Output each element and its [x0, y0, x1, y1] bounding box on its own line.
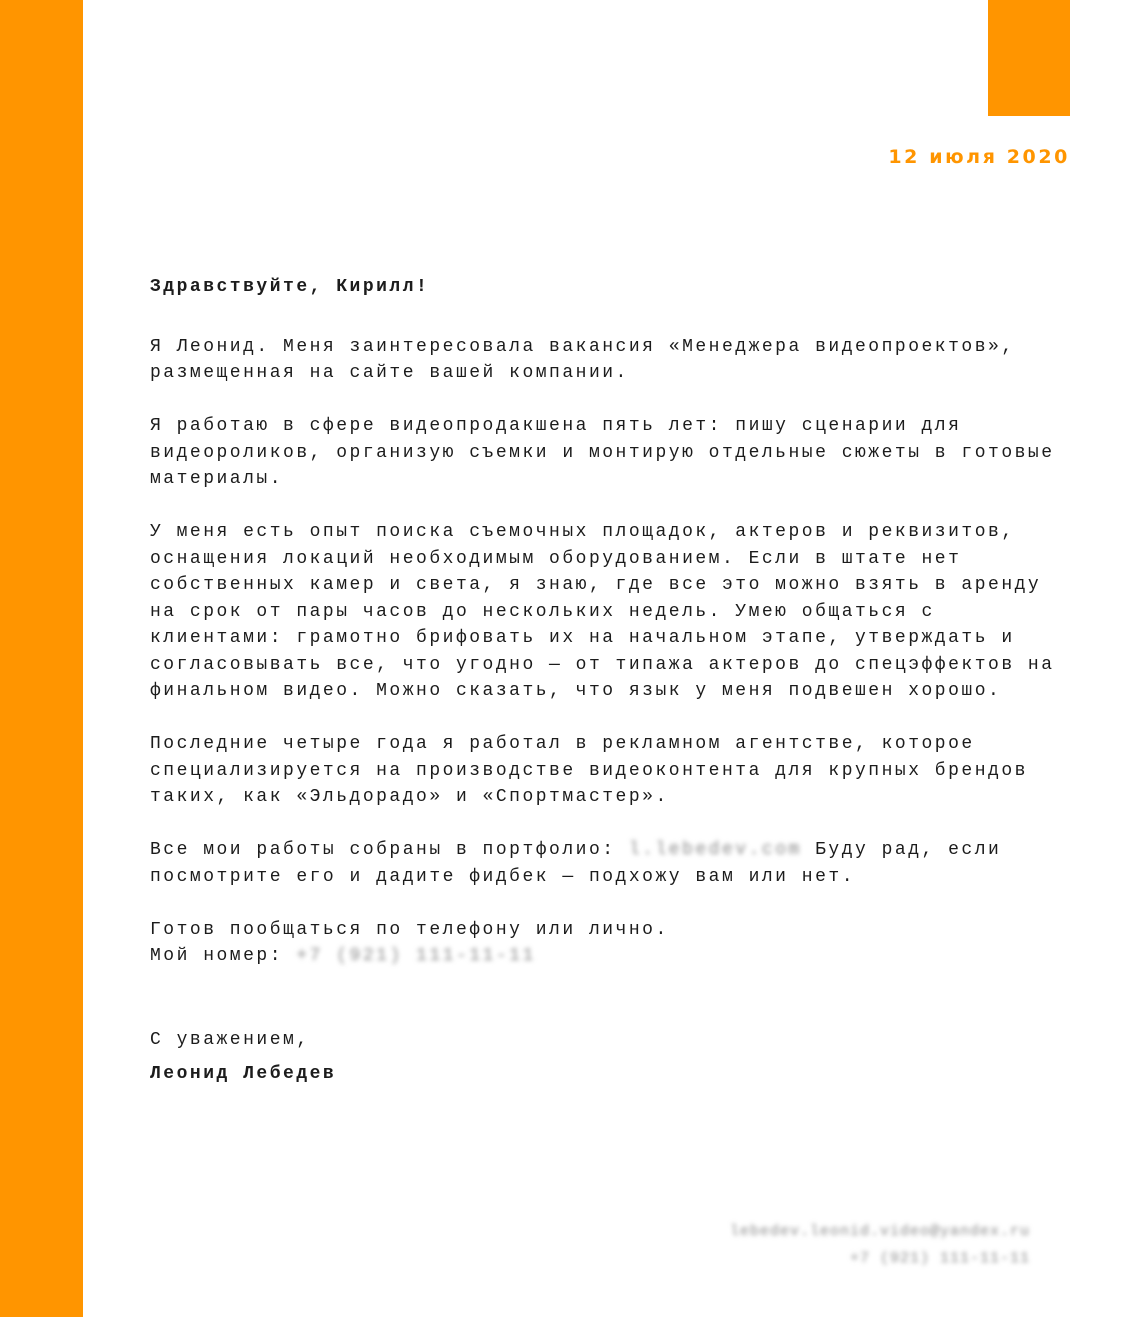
paragraph-line: У меня есть опыт поиска съемочных площадок, актеров и реквизитов,: [150, 522, 1015, 542]
footer-email-redacted: lebedev.leonid.video@yandex.ru: [729, 1223, 1030, 1240]
paragraph-agency: [150, 731, 1110, 811]
letter-date: 12 июля 2020: [888, 146, 1070, 168]
footer-phone-redacted: +7 (921) 111-11-11: [849, 1250, 1030, 1267]
greeting: Здравствуйте, Кирилл!: [150, 277, 430, 297]
paragraph-line: материалы.: [150, 469, 284, 489]
paragraph-line: оснащения локаций необходимым оборудованием. Если в штате нет: [150, 548, 962, 569]
signature: Леонид Лебедев: [150, 1063, 337, 1084]
paragraph-portfolio: [150, 837, 1110, 890]
paragraph-line: [150, 837, 1110, 864]
portfolio-link-redacted[interactable]: l.lebedev.com: [628, 840, 802, 860]
paragraph-line: Я Леонид. Меня заинтересовала вакансия «Менеджера видеопроектов»,: [150, 336, 1015, 357]
paragraph-line: размещенная на сайте вашей компании.: [150, 363, 629, 383]
top-accent-block: [988, 0, 1070, 116]
closing-regards: С уважением,: [150, 1029, 310, 1050]
footer-contacts: [730, 1218, 1030, 1272]
paragraph-line: специализируется на производстве видеоконтента для крупных брендов: [150, 760, 1028, 781]
paragraph-line: Я работаю в сфере видеопродакшена пять лет: пишу сценарии для: [150, 416, 962, 436]
paragraph-line: посмотрите его и дадите фидбек — подхожу вам или нет.: [150, 866, 855, 887]
paragraph-line: [150, 943, 1110, 970]
phone-label: Мой номер:: [150, 946, 297, 966]
paragraph-line: финальном видео. Можно сказать, что язык у меня подвешен хорошо.: [150, 681, 1002, 701]
paragraph-line: видеороликов, организую съемки и монтирую отдельные сюжеты в готовые: [150, 442, 1055, 463]
portfolio-suffix: Буду рад, если: [801, 840, 1002, 860]
paragraph-line: Готов пообщаться по телефону или лично.: [150, 919, 669, 940]
portfolio-prefix: Все мои работы собраны в портфолио:: [150, 840, 629, 860]
phone-redacted: +7 (921) 111-11-11: [296, 946, 536, 966]
paragraph-line: Последние четыре года я работал в рекламном агентстве, которое: [150, 734, 975, 754]
paragraph-line: клиентами: грамотно брифовать их на начальном этапе, утверждать и: [150, 628, 1015, 648]
paragraph-line: согласовывать все, что угодно — от типажа актеров до спецэффектов на: [150, 654, 1055, 675]
paragraph-experience: [150, 413, 1110, 493]
closing: [150, 1023, 1110, 1091]
paragraph-contact: [150, 917, 1110, 970]
paragraph-line: таких, как «Эльдорадо» и «Спортмастер».: [150, 787, 669, 807]
left-accent-bar: [0, 0, 83, 1317]
letter-body: [150, 274, 1110, 1091]
paragraph-line: на срок от пары часов до нескольких недель. Умею общаться с: [150, 601, 935, 622]
paragraph-line: собственных камер и света, я знаю, где все это можно взять в аренду: [150, 575, 1042, 595]
paragraph-intro: [150, 334, 1110, 387]
paragraph-skills: [150, 519, 1110, 705]
